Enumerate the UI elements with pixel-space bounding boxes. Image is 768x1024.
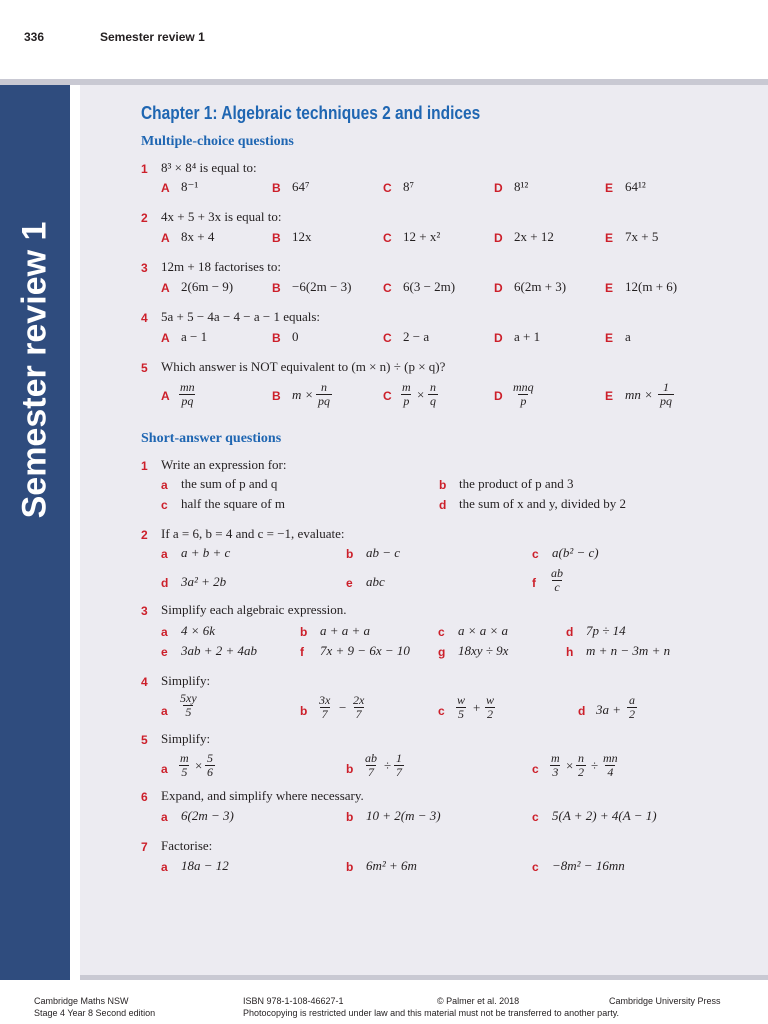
denominator: 7 xyxy=(321,707,328,721)
denominator: 7 xyxy=(396,765,402,779)
denominator: 3 xyxy=(552,765,559,779)
option-letter: E xyxy=(605,389,614,403)
part-a: 4 × 6k xyxy=(181,623,216,638)
running-header: Semester review 1 xyxy=(100,30,205,44)
denominator: 4 xyxy=(607,765,614,779)
option-letter: D xyxy=(494,281,503,295)
question-number: 5 xyxy=(141,733,148,747)
denominator: 5 xyxy=(185,705,192,719)
question-stem: Simplify each algebraic expression. xyxy=(161,602,347,617)
option-b: 0 xyxy=(292,329,299,344)
part-d: the sum of x and y, divided by 2 xyxy=(459,496,627,511)
option-letter: E xyxy=(605,281,614,295)
question-stem: If a = 6, b = 4 and c = −1, evaluate: xyxy=(161,526,345,541)
part-letter: c xyxy=(532,860,539,874)
option-b: −6(2m − 3) xyxy=(292,279,352,294)
operator: ÷ xyxy=(591,758,599,773)
option-letter: B xyxy=(272,181,281,195)
part-a: 18a − 12 xyxy=(181,858,229,873)
question-number: 4 xyxy=(141,675,148,689)
footer-edition: Stage 4 Year 8 Second edition xyxy=(34,1008,156,1018)
option-a: 2(6m − 9) xyxy=(181,279,234,294)
option-c: 12 + x² xyxy=(403,229,441,244)
numerator: m xyxy=(402,380,411,394)
option-letter: C xyxy=(383,331,392,345)
numerator: n xyxy=(578,751,584,765)
operator: + xyxy=(473,700,481,715)
denominator: p xyxy=(520,394,527,408)
mc-heading: Multiple-choice questions xyxy=(141,134,294,149)
numerator: 1 xyxy=(663,380,669,394)
option-letter: B xyxy=(272,389,281,403)
question-number: 6 xyxy=(141,790,148,804)
option-letter: E xyxy=(605,181,614,195)
numerator: mn xyxy=(603,751,618,765)
option-letter: C xyxy=(383,231,392,245)
part-letter: d xyxy=(439,498,447,512)
part-b: the product of p and 3 xyxy=(459,476,574,491)
option-e: 7x + 5 xyxy=(625,229,659,244)
part-e: abc xyxy=(366,574,385,589)
denominator: q xyxy=(430,394,436,408)
numerator: m xyxy=(180,751,189,765)
numerator: w xyxy=(457,693,466,707)
numerator: n xyxy=(430,380,436,394)
part-letter: b xyxy=(300,704,308,718)
part-b: ab − c xyxy=(366,545,401,560)
part-d: 7p ÷ 14 xyxy=(586,623,626,638)
numerator: 5xy xyxy=(180,691,197,705)
question-stem: Write an expression for: xyxy=(161,457,287,472)
option-a: a − 1 xyxy=(181,329,208,344)
option-e: 64¹² xyxy=(625,179,646,194)
part-letter: h xyxy=(566,645,574,659)
part-letter: a xyxy=(161,478,168,492)
part-c-fraction-2 xyxy=(484,694,496,721)
option-e: 12(m + 6) xyxy=(625,279,678,294)
option-c: 8⁷ xyxy=(403,179,415,194)
option-a xyxy=(178,381,197,408)
question-stem: Simplify: xyxy=(161,673,211,688)
denominator: pq xyxy=(318,394,330,408)
option-letter: C xyxy=(383,389,392,403)
part-f: 7x + 9 − 6x − 10 xyxy=(320,643,410,658)
part-b-fraction-1 xyxy=(317,694,332,721)
option-e-prefix: mn × xyxy=(625,387,653,402)
part-letter: a xyxy=(161,547,168,561)
chapter-title: Chapter 1: Algebraic techniques 2 and indices xyxy=(141,103,481,123)
denominator: pq xyxy=(181,394,194,408)
option-e: a xyxy=(625,329,631,344)
sa-heading: Short-answer questions xyxy=(141,431,282,446)
option-a: 8⁻¹ xyxy=(181,179,199,194)
option-b-prefix: m × xyxy=(292,387,314,402)
part-c: −8m² − 16mn xyxy=(552,858,625,873)
part-letter: b xyxy=(300,625,308,639)
part-b: a + a + a xyxy=(320,623,371,638)
part-a: 6(2m − 3) xyxy=(181,808,234,823)
operator: × xyxy=(195,758,203,773)
option-letter: B xyxy=(272,231,281,245)
part-letter: b xyxy=(346,860,354,874)
part-d: 3a² + 2b xyxy=(181,574,227,589)
question-number: 1 xyxy=(141,459,148,473)
numerator: ab xyxy=(365,751,377,765)
part-b: 6m² + 6m xyxy=(366,858,417,873)
numerator: 3x xyxy=(319,693,331,707)
part-h: m + n − 3m + n xyxy=(586,643,671,658)
option-letter: D xyxy=(494,181,503,195)
question-stem: 8³ × 8⁴ is equal to: xyxy=(161,160,257,175)
option-letter: B xyxy=(272,331,281,345)
part-a: a + b + c xyxy=(181,545,231,560)
part-a: the sum of p and q xyxy=(181,476,278,491)
numerator: mnq xyxy=(513,380,534,394)
part-letter: a xyxy=(161,810,168,824)
part-f xyxy=(549,567,565,594)
part-letter: d xyxy=(161,576,169,590)
part-b-fraction-1 xyxy=(363,752,379,779)
option-letter: C xyxy=(383,181,392,195)
part-letter: d xyxy=(578,704,586,718)
footer-publisher: Cambridge University Press xyxy=(609,996,721,1006)
part-d-prefix: 3a + xyxy=(596,702,622,717)
option-letter: E xyxy=(605,331,614,345)
option-letter: A xyxy=(161,281,170,295)
part-c: a × a × a xyxy=(458,623,509,638)
part-letter: c xyxy=(438,704,445,718)
denominator: 2 xyxy=(578,765,584,779)
part-c: half the square of m xyxy=(181,496,285,511)
sidebar-tab xyxy=(0,85,70,980)
part-letter: e xyxy=(346,576,353,590)
question-number: 2 xyxy=(141,211,148,225)
question-stem: Which answer is NOT equivalent to (m × n) ÷ (p × q)? xyxy=(161,359,446,374)
denominator: c xyxy=(554,580,560,594)
denominator: 5 xyxy=(181,765,188,779)
option-e xyxy=(658,381,674,408)
denominator: 7 xyxy=(355,707,362,721)
part-c-fraction-1 xyxy=(549,752,562,779)
question-stem: 12m + 18 factorises to: xyxy=(161,259,281,274)
part-b: 10 + 2(m − 3) xyxy=(366,808,441,823)
part-letter: c xyxy=(532,547,539,561)
denominator: 2 xyxy=(487,707,493,721)
option-d: 6(2m + 3) xyxy=(514,279,567,294)
part-letter: e xyxy=(161,645,168,659)
footer-rule xyxy=(80,975,768,980)
part-letter: f xyxy=(532,576,536,590)
part-letter: b xyxy=(346,810,354,824)
part-a xyxy=(178,692,199,719)
option-d xyxy=(511,381,536,408)
operator: − xyxy=(339,700,347,715)
part-d xyxy=(627,694,637,721)
question-stem: Simplify: xyxy=(161,731,211,746)
question-number: 5 xyxy=(141,361,148,375)
option-letter: A xyxy=(161,331,170,345)
option-b: 12x xyxy=(292,229,312,244)
option-letter: E xyxy=(605,231,614,245)
part-letter: d xyxy=(566,625,574,639)
denominator: p xyxy=(403,394,410,408)
question-stem: 4x + 5 + 3x is equal to: xyxy=(161,209,282,224)
part-letter: c xyxy=(532,810,539,824)
numerator: a xyxy=(629,693,635,707)
numerator: n xyxy=(321,380,327,394)
option-d: 2x + 12 xyxy=(514,229,554,244)
footer-copyright: © Palmer et al. 2018 xyxy=(437,996,520,1006)
numerator: 5 xyxy=(207,751,213,765)
numerator: mn xyxy=(180,380,195,394)
option-letter: C xyxy=(383,281,392,295)
part-b-fraction-2 xyxy=(351,694,366,721)
question-number: 1 xyxy=(141,162,148,176)
option-c: 2 − a xyxy=(403,329,430,344)
question-number: 3 xyxy=(141,261,148,275)
question-number: 7 xyxy=(141,840,148,854)
part-letter: f xyxy=(300,645,304,659)
question-stem: 5a + 5 − 4a − 4 − a − 1 equals: xyxy=(161,309,321,324)
question-stem: Factorise: xyxy=(161,838,213,853)
denominator: 7 xyxy=(368,765,374,779)
part-g: 18xy ÷ 9x xyxy=(458,643,509,658)
question-number: 2 xyxy=(141,528,148,542)
part-letter: c xyxy=(161,498,168,512)
part-c-fraction-1 xyxy=(455,694,467,721)
option-c-fraction-1 xyxy=(400,381,413,408)
denominator: 5 xyxy=(458,707,464,721)
part-letter: c xyxy=(532,762,539,776)
part-letter: c xyxy=(438,625,445,639)
operator: ÷ xyxy=(384,758,392,773)
option-letter: A xyxy=(161,389,170,403)
option-b xyxy=(316,381,332,408)
option-letter: B xyxy=(272,281,281,295)
numerator: w xyxy=(486,693,495,707)
numerator: m xyxy=(551,751,560,765)
part-letter: a xyxy=(161,625,168,639)
sidebar-label: Semester review 1 xyxy=(15,221,54,519)
part-letter: b xyxy=(346,547,354,561)
question-stem: Expand, and simplify where necessary. xyxy=(161,788,364,803)
part-letter: a xyxy=(161,860,168,874)
footer-series: Cambridge Maths NSW xyxy=(34,996,129,1006)
part-c-fraction-2 xyxy=(576,752,586,779)
footer-isbn: ISBN 978-1-108-46627-1 xyxy=(243,996,344,1006)
part-letter: a xyxy=(161,704,168,718)
part-letter: b xyxy=(439,478,447,492)
option-d: a + 1 xyxy=(514,329,541,344)
option-a: 8x + 4 xyxy=(181,229,215,244)
numerator: ab xyxy=(551,566,563,580)
part-e: 3ab + 2 + 4ab xyxy=(181,643,258,658)
option-b: 64⁷ xyxy=(292,179,310,194)
part-b-fraction-2 xyxy=(394,752,404,779)
option-letter: D xyxy=(494,231,503,245)
denominator: 6 xyxy=(207,765,213,779)
option-letter: A xyxy=(161,231,170,245)
option-d: 8¹² xyxy=(514,179,529,194)
numerator: 1 xyxy=(396,751,402,765)
part-c-fraction-3 xyxy=(601,752,620,779)
question-number: 3 xyxy=(141,604,148,618)
operator: × xyxy=(566,758,574,773)
part-letter: a xyxy=(161,762,168,776)
denominator: pq xyxy=(660,394,672,408)
option-c: 6(3 − 2m) xyxy=(403,279,456,294)
denominator: 2 xyxy=(629,707,635,721)
part-letter: g xyxy=(438,645,446,659)
option-letter: D xyxy=(494,331,503,345)
question-number: 4 xyxy=(141,311,148,325)
operator: × xyxy=(417,387,425,402)
footer-notice: Photocopying is restricted under law and this material must not be transferred to another party. xyxy=(243,1008,620,1018)
part-c: a(b² − c) xyxy=(552,545,599,560)
part-a-fraction-2 xyxy=(205,752,215,779)
page-number: 336 xyxy=(24,30,45,44)
part-letter: b xyxy=(346,762,354,776)
part-a-fraction-1 xyxy=(178,752,191,779)
option-c-fraction-2 xyxy=(428,381,438,408)
option-letter: D xyxy=(494,389,503,403)
numerator: 2x xyxy=(353,693,365,707)
option-letter: A xyxy=(161,181,170,195)
part-c: 5(A + 2) + 4(A − 1) xyxy=(552,808,657,823)
